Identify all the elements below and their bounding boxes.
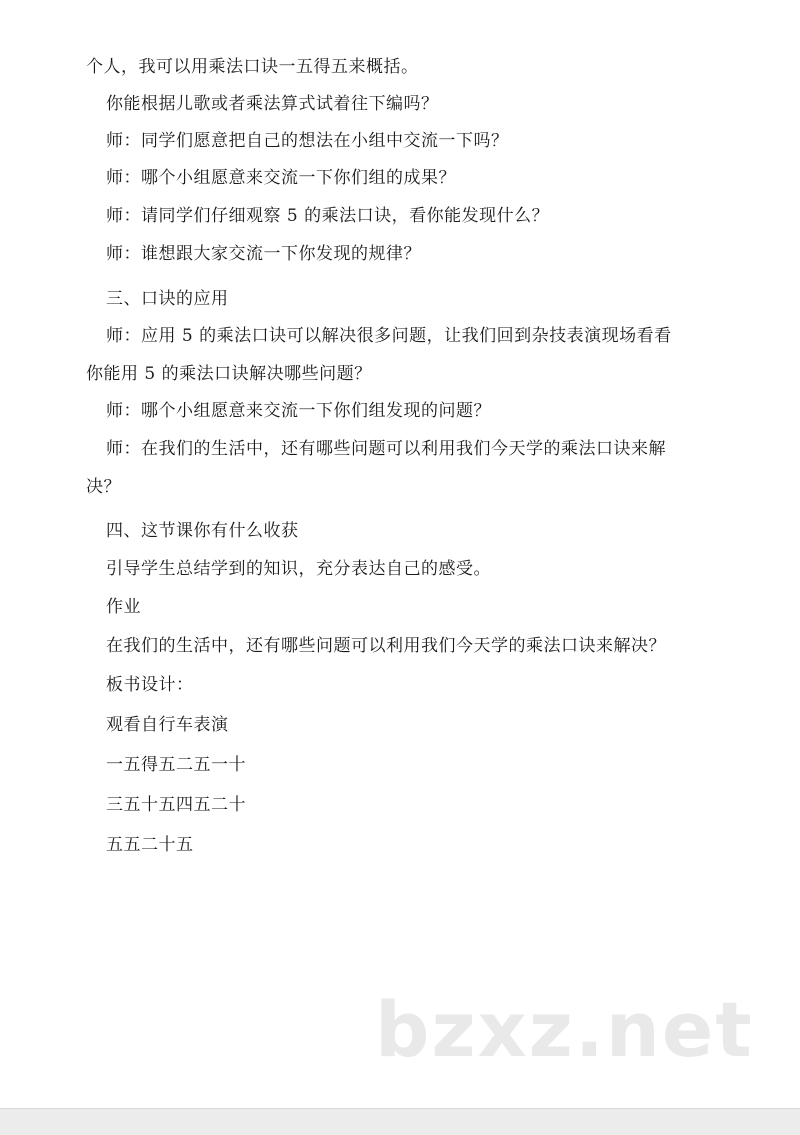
section-heading: 作业: [106, 597, 141, 617]
text-line: 决？: [86, 477, 121, 497]
text-line: 师：同学们愿意把自己的想法在小组中交流一下吗？: [106, 131, 509, 151]
text-line: 你能根据儿歌或者乘法算式试着往下编吗？: [106, 94, 439, 114]
text-line: 三五十五四五二十: [106, 795, 246, 815]
text-line: 师：哪个小组愿意来交流一下你们组发现的问题？: [106, 401, 491, 421]
watermark: bzxz.net: [375, 985, 754, 1074]
text-line: 五五二十五: [106, 835, 194, 855]
text-line: 板书设计：: [106, 675, 194, 695]
text-line: 师：谁想跟大家交流一下你发现的规律？: [106, 244, 421, 264]
text-line: 个人，我可以用乘法口诀一五得五来概括。: [86, 57, 419, 77]
text-line: 你能用 5 的乘法口诀解决哪些问题？: [86, 364, 372, 384]
text-line: 引导学生总结学到的知识，充分表达自己的感受。: [106, 559, 491, 579]
section-heading: 四、这节课你有什么收获: [106, 521, 299, 541]
page-bottom-edge: [0, 1108, 800, 1135]
text-line: 观看自行车表演: [106, 715, 229, 735]
text-line: 师：在我们的生活中，还有哪些问题可以利用我们今天学的乘法口诀来解: [106, 439, 666, 459]
text-line: 师：应用 5 的乘法口诀可以解决很多问题，让我们回到杂技表演现场看看: [106, 326, 672, 346]
text-line: 一五得五二五一十: [106, 755, 246, 775]
text-line: 师：哪个小组愿意来交流一下你们组的成果？: [106, 168, 456, 188]
section-heading: 三、口诀的应用: [106, 289, 229, 309]
text-line: 在我们的生活中，还有哪些问题可以利用我们今天学的乘法口诀来解决？: [106, 636, 666, 656]
text-line: 师：请同学们仔细观察 5 的乘法口诀，看你能发现什么？: [106, 206, 550, 226]
